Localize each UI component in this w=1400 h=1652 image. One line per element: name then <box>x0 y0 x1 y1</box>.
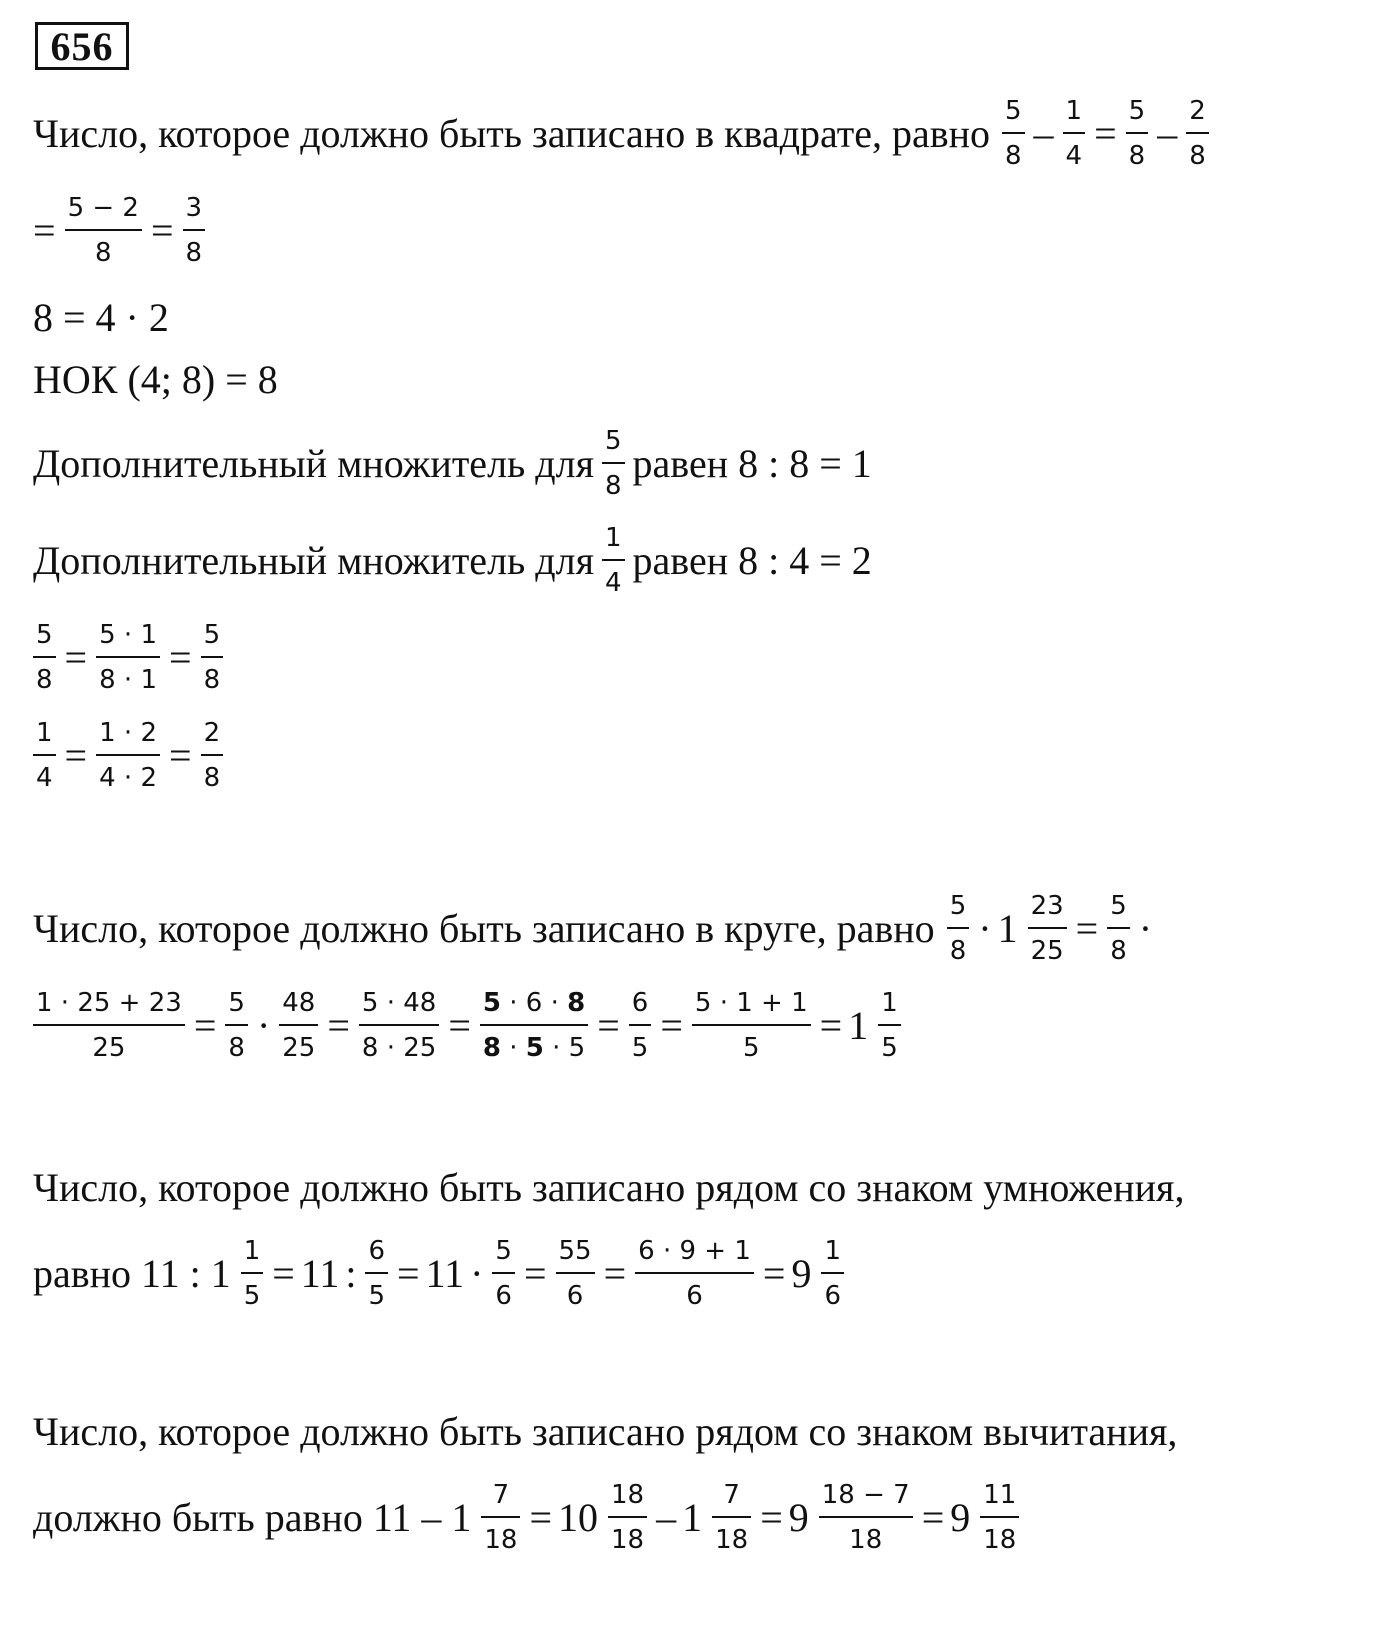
text-subtract-intro: Число, которое должно быть записано рядом со знаком вычитания, <box>33 1409 1178 1454</box>
equals-sign: = <box>448 1002 471 1048</box>
factorization-text: 8 = 4 · 2 <box>33 295 169 340</box>
fraction-1-4: $\frac{1}{4}$ <box>1063 98 1086 169</box>
minus-sign: – <box>1033 110 1054 156</box>
fraction-55-6: $\frac{55}{6}$ <box>556 1238 595 1309</box>
fraction-6-5: $\frac{6}{5}$ <box>629 990 652 1061</box>
equals-sign: = <box>1094 110 1117 156</box>
fraction-1-5: $\frac{1}{5}$ <box>878 990 901 1061</box>
line-multiplier-1-4 <box>33 525 872 596</box>
fraction-2-8: $\frac{2}{8}$ <box>1186 98 1209 169</box>
line-square-result <box>33 195 208 266</box>
line-multiply-intro <box>33 1165 1185 1210</box>
fraction-6x9p1-6: $\frac{6 \cdot 9 + 1}{6}$ <box>635 1238 754 1309</box>
line-circle-calc <box>33 990 904 1061</box>
line-multiply-calc <box>33 1238 847 1309</box>
line-convert-5-8 <box>33 622 226 693</box>
equals-sign: = <box>762 1250 786 1296</box>
fraction-11-18: $\frac{11}{18}$ <box>980 1482 1019 1553</box>
multiply-dot: · <box>470 1250 484 1296</box>
text-subtract-start: должно быть равно 11 – 1 <box>33 1494 472 1540</box>
fraction-5minus2-8: $\frac{5 - 2}{8}$ <box>65 195 142 266</box>
whole-part: 10 <box>558 1494 598 1540</box>
fraction-23-25: $\frac{23}{25}$ <box>1028 893 1067 964</box>
equals-sign: = <box>660 1002 683 1048</box>
text-multiply-start: равно 11 : 1 <box>33 1250 231 1296</box>
equals-sign: = <box>169 634 192 680</box>
text-square-intro: Число, которое должно быть записано в квадрате, равно <box>33 110 990 156</box>
equals-sign: = <box>272 1250 295 1296</box>
equals-sign: = <box>327 1002 350 1048</box>
multiplier-result: равен 8 : 8 = 1 <box>632 440 872 486</box>
fraction-5-8: $\frac{5}{8}$ <box>1126 98 1149 169</box>
line-circle-intro <box>33 893 1158 964</box>
equals-sign: = <box>603 1250 627 1296</box>
minus-sign: – <box>656 1494 677 1540</box>
fraction-6-5: $\frac{6}{5}$ <box>365 1238 388 1309</box>
whole-part: 9 <box>950 1494 971 1540</box>
fraction-5x48-8x25: $\frac{5 \cdot 48}{8 \cdot 25}$ <box>359 990 439 1061</box>
fraction-7-18: $\frac{7}{18}$ <box>712 1482 751 1553</box>
equals-sign: = <box>33 207 56 253</box>
equals-sign: = <box>819 1002 843 1048</box>
text-multiply-intro: Число, которое должно быть записано рядом со знаком умножения, <box>33 1165 1185 1210</box>
equals-sign: = <box>396 1250 420 1296</box>
fraction-5-8: $\frac{5}{8}$ <box>947 893 970 964</box>
equals-sign: = <box>760 1494 783 1540</box>
fraction-5-8: $\frac{5}{8}$ <box>1002 98 1025 169</box>
fraction-5x1-8x1: $\frac{5 \cdot 1}{8 \cdot 1}$ <box>96 622 160 693</box>
whole-part: 1 <box>682 1494 703 1540</box>
equals-sign: = <box>150 207 174 253</box>
problem-number-badge: 656 <box>35 22 129 70</box>
multiplier-text: Дополнительный множитель для <box>33 537 594 583</box>
line-factorization <box>33 295 169 340</box>
equals-sign: = <box>921 1494 945 1540</box>
equals-sign: = <box>64 732 88 778</box>
fraction-5-8: $\frac{5}{8}$ <box>201 622 224 693</box>
fraction-5x1p1-5: $\frac{5 \cdot 1 + 1}{5}$ <box>692 990 811 1061</box>
fraction-7-18: $\frac{7}{18}$ <box>481 1482 520 1553</box>
fraction-1-5: $\frac{1}{5}$ <box>241 1238 264 1309</box>
fraction-1-6: $\frac{1}{6}$ <box>821 1238 844 1309</box>
equals-sign: = <box>529 1494 552 1540</box>
equals-sign: = <box>64 634 88 680</box>
multiply-dot: · <box>978 905 992 951</box>
minus-sign: – <box>1157 110 1178 156</box>
divide-colon: : <box>345 1250 357 1296</box>
equals-sign: = <box>523 1250 547 1296</box>
line-subtract-calc <box>33 1482 1022 1553</box>
multiply-dot: · <box>256 1002 271 1048</box>
multiplier-result: равен 8 : 4 = 2 <box>632 537 872 583</box>
line-lcm <box>33 357 278 402</box>
line-multiplier-5-8 <box>33 428 872 499</box>
fraction-5-6: $\frac{5}{6}$ <box>492 1238 515 1309</box>
fraction-1-4: $\frac{1}{4}$ <box>602 525 625 596</box>
number-eleven: 11 <box>300 1250 340 1296</box>
line-square-intro <box>33 98 1212 169</box>
fraction-48-25: $\frac{48}{25}$ <box>279 990 318 1061</box>
fraction-1x25p23-25: $\frac{1 \cdot 25 + 23}{25}$ <box>33 990 185 1061</box>
text-circle-intro: Число, которое должно быть записано в круге, равно <box>33 905 935 951</box>
fraction-5-8: $\frac{5}{8}$ <box>33 622 56 693</box>
whole-part: 1 <box>848 1002 869 1048</box>
multiplier-text: Дополнительный множитель для <box>33 440 594 486</box>
line-subtract-intro <box>33 1409 1178 1454</box>
fraction-2-8: $\frac{2}{8}$ <box>201 720 224 791</box>
whole-part: 9 <box>791 1250 812 1296</box>
lcm-text: НОК (4; 8) = 8 <box>33 357 278 402</box>
whole-part: 1 <box>997 905 1018 951</box>
equals-sign: = <box>193 1002 217 1048</box>
multiply-dot: · <box>1138 905 1153 951</box>
fraction-1-4: $\frac{1}{4}$ <box>33 720 56 791</box>
fraction-1x2-4x2: $\frac{1 \cdot 2}{4 \cdot 2}$ <box>96 720 160 791</box>
fraction-3-8: $\frac{3}{8}$ <box>183 195 206 266</box>
fraction-5-8: $\frac{5}{8}$ <box>602 428 625 499</box>
fraction-18m7-18: $\frac{18 - 7}{18}$ <box>819 1482 913 1553</box>
fraction-18-18: $\frac{18}{18}$ <box>608 1482 647 1553</box>
whole-part: 9 <box>788 1494 809 1540</box>
number-eleven: 11 <box>425 1250 465 1296</box>
equals-sign: = <box>1075 905 1099 951</box>
fraction-cancel-568-855: $\frac{5 \cdot 6 \cdot 8}{8 \cdot 5 \cdot 5}$ <box>480 990 588 1061</box>
equals-sign: = <box>597 1002 620 1048</box>
fraction-5-8: $\frac{5}{8}$ <box>1107 893 1130 964</box>
equals-sign: = <box>169 732 192 778</box>
line-convert-1-4 <box>33 720 226 791</box>
fraction-5-8: $\frac{5}{8}$ <box>225 990 248 1061</box>
